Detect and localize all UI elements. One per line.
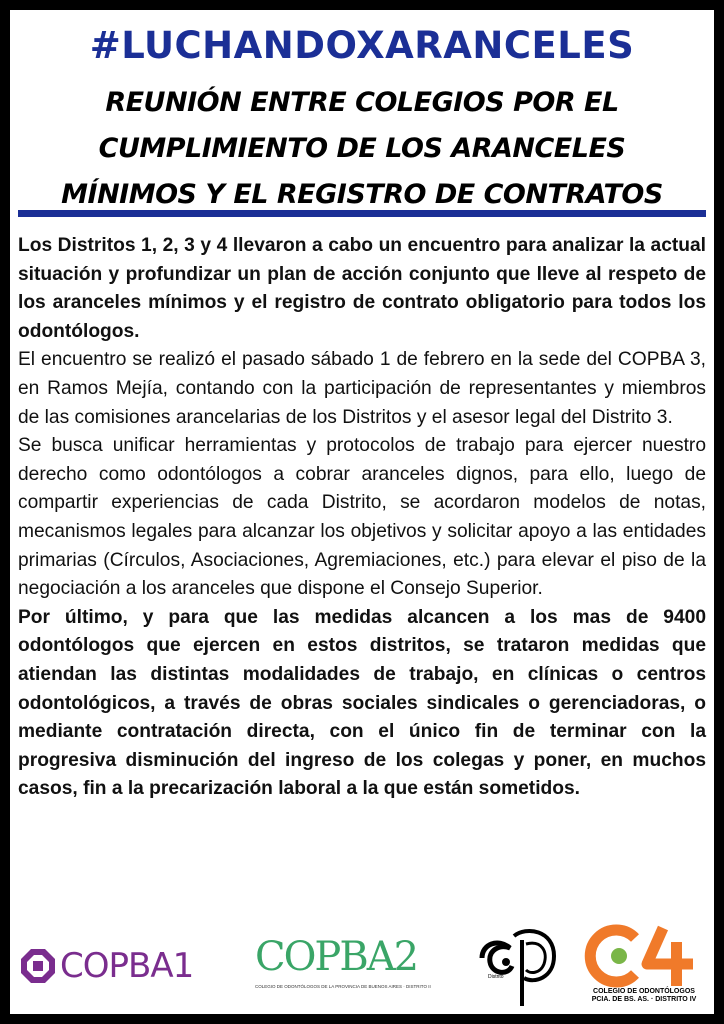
article-body bbox=[18, 232, 706, 804]
paragraph-goals: Se busca unificar herramientas y protocolos de trabajo para ejercer nuestro derecho como odontólogos a cobrar aranceles dignos, para ello, luego de compartir experiencias de cada Distrito, se acordaron modelos de notas, mecanismos legales para alcanzar los objetivos y solicitar apoyo a las entidades primarias (Círculos, Asociaciones, Agremiaciones, etc.) para elevar el piso de la negociación a los aranceles que dispone el Consejo Superior. bbox=[18, 435, 706, 600]
copba4-logo bbox=[583, 924, 705, 1010]
paragraph-meeting: El encuentro se realizó el pasado sábado 1 de febrero en la sede del COPBA 3, en Ramos Mejía, contando con la participación de representantes y miembros de las comisiones arancelarias de los Distritos y el asesor legal del Distrito 3. bbox=[18, 349, 706, 428]
copba3-emblem-icon bbox=[468, 922, 560, 1008]
hashtag-title: #LUCHANDOXARANCELES bbox=[89, 24, 635, 67]
copba1-emblem-icon bbox=[20, 948, 56, 984]
headline-line-2: CUMPLIMIENTO DE LOS ARANCELES bbox=[98, 133, 626, 164]
headline-line-1: REUNIÓN ENTRE COLEGIOS POR EL bbox=[105, 87, 619, 118]
copba1-wordmark: COPBA1 bbox=[60, 946, 194, 986]
divider-rule bbox=[18, 210, 706, 217]
copba2-wordmark: COPBA2 bbox=[255, 934, 418, 980]
headline-line-3: MÍNIMOS Y EL REGISTRO DE CONTRATOS bbox=[61, 179, 663, 210]
paragraph-intro: Los Distritos 1, 2, 3 y 4 llevaron a cabo un encuentro para analizar la actual situación y profundizar un plan de acción conjunto que lleve al respeto de los aranceles mínimos y el registro de contrato obligatorio para todos los odontólogos. bbox=[18, 235, 706, 342]
paragraph-closing: Por último, y para que las medidas alcancen a los mas de 9400 odontólogos que ejercen en estos distritos, se trataron medidas que atiendan las distintas modalidades de trabajo, en clínicas o centros odontológicos, a través de obras sociales sindicales o gerenciadoras, o mediante contratación directa, con el único fin de terminar con la progresiva disminución del ingreso de los colegas y poner, en muchos casos, fin a la precarización laboral a la que están sometidos. bbox=[18, 606, 706, 800]
copba4-emblem-icon bbox=[583, 924, 705, 988]
copba4-caption bbox=[583, 988, 705, 1004]
copba1-logo bbox=[20, 946, 193, 986]
copba2-logo bbox=[255, 932, 445, 1002]
headline bbox=[10, 80, 714, 218]
copba4-caption-line-2: PCIA. DE BS. AS. · DISTRITO IV bbox=[591, 996, 697, 1003]
copba3-caption: Distrito bbox=[488, 974, 504, 980]
logo-row bbox=[10, 918, 714, 1008]
copba3-logo bbox=[468, 922, 560, 1008]
poster bbox=[10, 10, 714, 1014]
copba4-caption-line-1: COLEGIO DE ODONTÓLOGOS bbox=[593, 988, 695, 995]
copba2-caption: COLEGIO DE ODONTÓLOGOS DE LA PROVINCIA DE BUENOS AIRES · DISTRITO II bbox=[255, 984, 431, 989]
